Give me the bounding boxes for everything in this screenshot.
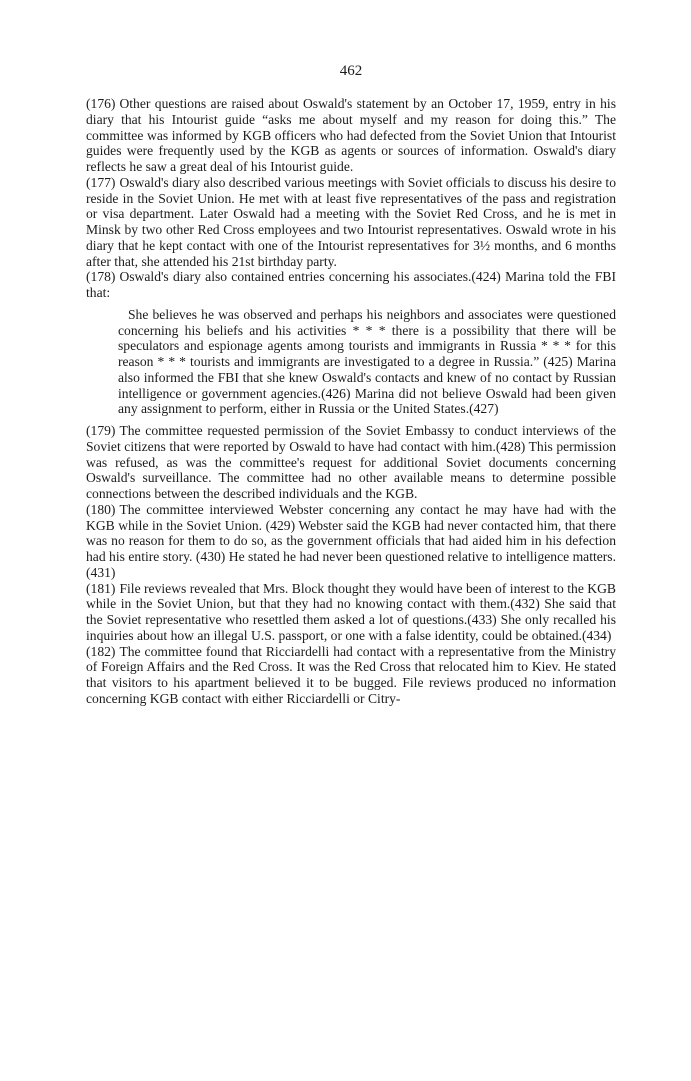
block-quote: [118, 307, 616, 417]
paragraph-179: [86, 423, 616, 502]
paragraph-text: Other questions are raised about Oswald's statement by an October 17, 1959, entry in his diary that his Intourist guide “asks me about myself and my reason for doing this.” The committee was informed by KGB officers who had defected from the Soviet Union that Intourist guides were frequently used by the KGB as agents or sources of information. Oswald's diary reflects he saw a great deal of his Intourist guide.: [86, 96, 616, 174]
paragraph-text: The committee requested permission of the Soviet Embassy to conduct interviews of the Soviet citizens that were reported by Oswald to have had contact with him.(428) This permission was refused, as was the committee's request for additional Soviet documents concerning Oswald's surveillance. The committee had no other available means to determine possible connections between the described individuals and the KGB.: [86, 423, 616, 501]
paragraph-178: [86, 269, 616, 301]
paragraph-text: File reviews revealed that Mrs. Block thought they would have been of interest to the KGB while in the Soviet Union, but that they had no knowing contact with them.(432) She said that the Soviet representative who resettled them asked a lot of questions.(433) She only recalled his inquiries about how an illegal U.S. passport, or one with a false identity, could be obtained.(434): [86, 580, 616, 643]
quote-text: She believes he was observed and perhaps his neighbors and associates were questioned concerning his beliefs and his activities * * * there is a possibility that there will be speculators and espionage agents among tourists and immigrants in Russia * * * for this reason * * * tourists and immigrants are investigated to a degree in Russia.” (425) Marina also informed the FBI that she knew Oswald's contacts and knew of no contact by Russian intelligence or government agencies.(426) Marina did not believe Oswald had been given any assignment to perform, either in Russia or the United States.(427): [118, 306, 616, 417]
paragraph-text: Oswald's diary also described various meetings with Soviet officials to discuss his desire to reside in the Soviet Union. He met with at least five representatives of the pass and registration or visa department. Later Oswald had a meeting with the Soviet Red Cross, and he is met in Minsk by two other Red Cross employees and two Intourist representatives. Oswald wrote in his diary that he kept contact with one of the Intourist representatives for 3½ months, and 6 months after that, she attended his 21st birthday party.: [86, 174, 616, 269]
paragraph-number: (182): [86, 643, 116, 659]
paragraph-text: Oswald's diary also contained entries concerning his associates.(424) Marina told the FBI that:: [86, 269, 616, 300]
paragraph-180: [86, 502, 616, 581]
paragraph-number: (180): [86, 501, 116, 517]
paragraph-text: The committee interviewed Webster concerning any contact he may have had with the KGB while in the Soviet Union. (429) Webster said the KGB had never contacted him, that there was no reason for them to do so, as the government officials that had aided him in his defection had his entire story. (430) He stated he had never been questioned relative to intelligence matters.(431): [86, 501, 616, 580]
paragraph-number: (179): [86, 423, 116, 438]
paragraph-181: [86, 581, 616, 644]
paragraph-number: (178): [86, 269, 116, 285]
paragraph-number: (176): [86, 96, 116, 111]
page-number: 462: [339, 63, 363, 79]
paragraph-number: (177): [86, 174, 116, 190]
paragraph-176: [86, 96, 616, 175]
paragraph-text: The committee found that Ricciardelli had contact with a representative from the Ministry of Foreign Affairs and the Red Cross. It was the Red Cross that relocated him to Kiev. He stated that visitors to his apartment believed it to be bugged. File reviews produced no information concerning KGB contact with either Ricciardelli or Citry-: [86, 643, 616, 706]
document-page: [86, 62, 616, 707]
paragraph-number: (181): [86, 580, 116, 596]
paragraph-182: [86, 644, 616, 707]
paragraph-177: [86, 175, 616, 270]
